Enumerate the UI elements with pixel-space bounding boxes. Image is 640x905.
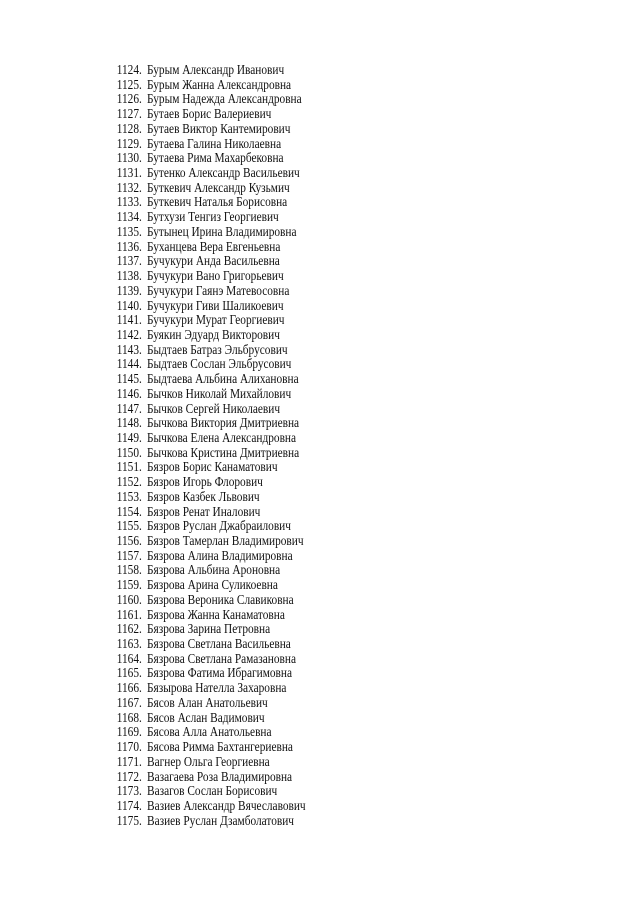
list-item (104, 814, 306, 829)
list-item (104, 151, 306, 166)
entry-number: 1174. (116, 797, 142, 813)
entry-number: 1170. (116, 739, 142, 755)
list-item (104, 637, 306, 652)
entry-number: 1146. (116, 385, 142, 401)
entry-number: 1141. (116, 312, 142, 328)
entry-number: 1169. (116, 724, 142, 740)
list-item (104, 210, 306, 225)
entry-name: Буякин Эдуард Викторович (147, 326, 280, 342)
entry-number: 1151. (116, 459, 142, 475)
entry-name: Быдтаев Сослан Эльбрусович (147, 356, 292, 372)
list-item (104, 681, 306, 696)
entry-number: 1138. (116, 268, 142, 284)
entry-name: Бясова Римма Бахтангериевна (147, 739, 293, 755)
list-item (104, 299, 306, 314)
entry-name: Бутаева Рима Махарбековна (147, 150, 284, 166)
entry-name: Вазиев Александр Вячеславович (147, 797, 306, 813)
entry-number: 1150. (116, 444, 142, 460)
entry-number: 1166. (116, 680, 142, 696)
entry-name: Буханцева Вера Евгеньевна (147, 238, 281, 254)
list-item (104, 711, 306, 726)
entry-number: 1128. (116, 120, 142, 136)
list-item (104, 63, 306, 78)
entry-number: 1136. (116, 238, 142, 254)
list-item (104, 622, 306, 637)
entry-name: Бычкова Кристина Дмитриевна (147, 444, 300, 460)
list-item (104, 254, 306, 269)
list-item (104, 563, 306, 578)
entry-number: 1149. (116, 429, 142, 445)
entry-number: 1134. (116, 209, 142, 225)
entry-number: 1164. (116, 650, 142, 666)
entry-number: 1130. (116, 150, 142, 166)
entry-name: Бясова Алла Анатольевна (147, 724, 272, 740)
entry-number: 1156. (116, 533, 142, 548)
list-item (104, 608, 306, 623)
entry-number: 1131. (116, 165, 142, 181)
entry-number: 1171. (116, 753, 142, 769)
list-item (104, 431, 306, 446)
entry-number: 1135. (116, 223, 142, 239)
list-item (104, 666, 306, 681)
entry-number: 1127. (116, 106, 142, 122)
entry-number: 1159. (116, 577, 142, 593)
entry-number: 1140. (116, 297, 142, 313)
entry-number: 1143. (116, 341, 142, 357)
entry-name: Бутаева Галина Николаевна (147, 135, 282, 151)
entry-number: 1175. (116, 812, 142, 828)
list-item (104, 284, 306, 299)
entry-name: Бязров Игорь Флорович (147, 474, 263, 490)
entry-name: Буткевич Наталья Борисовна (147, 194, 288, 210)
list-item (104, 240, 306, 255)
list-item (104, 195, 306, 210)
list-item (104, 549, 306, 564)
entry-number: 1145. (116, 371, 142, 387)
entry-name: Бязрова Светлана Васильевна (147, 636, 291, 652)
entry-number: 1162. (116, 621, 142, 637)
list-item (104, 460, 306, 475)
entry-name: Бучукури Гаянэ Матевосовна (147, 282, 290, 298)
entry-name: Бязрова Светлана Рамазановна (147, 650, 297, 666)
list-item (104, 387, 306, 402)
list-item (104, 652, 306, 667)
entry-name: Бязрова Вероника Славиковна (147, 591, 294, 607)
list-item (104, 92, 306, 107)
entry-name: Вазиев Руслан Дзамболатович (147, 812, 294, 828)
list-item (104, 416, 306, 431)
entry-number: 1168. (116, 709, 142, 725)
list-item (104, 475, 306, 490)
entry-number: 1126. (116, 91, 142, 107)
entry-number: 1154. (116, 503, 142, 519)
entry-name: Бурым Надежда Александровна (147, 91, 302, 107)
list-item (104, 107, 306, 122)
entry-number: 1172. (116, 768, 142, 784)
name-list (104, 63, 338, 828)
list-item (104, 755, 306, 770)
list-item (104, 446, 306, 461)
entry-number: 1125. (116, 76, 142, 92)
entry-name: Бутхузи Тенгиз Георгиевич (147, 209, 279, 225)
entry-name: Бязрова Альбина Ароновна (147, 562, 281, 578)
entry-number: 1163. (116, 636, 142, 652)
entry-number: 1129. (116, 135, 142, 151)
entry-name: Бязырова Нателла Захаровна (147, 680, 287, 696)
entry-name: Бычкова Виктория Дмитриевна (147, 415, 300, 431)
entry-name: Бутаев Борис Валериевич (147, 106, 272, 122)
list-item (104, 725, 306, 740)
list-item (104, 519, 306, 534)
entry-name: Бязрова Фатима Ибрагимовна (147, 665, 293, 681)
entry-name: Бязров Борис Канаматович (147, 459, 278, 475)
entry-name: Бязров Казбек Львович (147, 488, 260, 504)
list-item (104, 357, 306, 372)
list-item (104, 402, 306, 417)
entry-name: Бутенко Александр Васильевич (147, 165, 300, 181)
entry-name: Бурым Жанна Александровна (147, 76, 292, 92)
entry-name: Бясов Аслан Вадимович (147, 709, 265, 725)
list-item (104, 122, 306, 137)
list-item (104, 166, 306, 181)
list-item (104, 534, 306, 549)
list-item (104, 78, 306, 93)
entry-name: Быдтаев Батраз Эльбрусович (147, 341, 288, 357)
list-item (104, 490, 306, 505)
entry-number: 1148. (116, 415, 142, 431)
entry-name: Вагнер Ольга Георгиевна (147, 753, 270, 769)
entry-name: Бязрова Алина Владимировна (147, 547, 293, 563)
entry-number: 1158. (116, 562, 142, 578)
entry-name: Бучукури Вано Григорьевич (147, 268, 284, 284)
entry-name: Бычков Николай Михайлович (147, 385, 292, 401)
list-item (104, 181, 306, 196)
list-item (104, 269, 306, 284)
entry-number: 1139. (116, 282, 142, 298)
list-item (104, 578, 306, 593)
entry-name: Бычков Сергей Николаевич (147, 400, 281, 416)
entry-number: 1160. (116, 591, 142, 607)
entry-number: 1137. (116, 253, 142, 269)
entry-number: 1152. (116, 474, 142, 490)
list-item (104, 225, 306, 240)
list-item (104, 593, 306, 608)
list-item (104, 372, 306, 387)
entry-number: 1167. (116, 694, 142, 710)
entry-name: Бязрова Арина Суликоевна (147, 577, 278, 593)
entry-name: Бычкова Елена Александровна (147, 429, 297, 445)
entry-name: Быдтаева Альбина Алихановна (147, 371, 299, 387)
list-item (104, 505, 306, 520)
entry-number: 1144. (116, 356, 142, 372)
entry-name: Бязров Тамерлан Владимирович (147, 533, 304, 548)
entry-name: Бурым Александр Иванович (147, 62, 285, 77)
entry-number: 1147. (116, 400, 142, 416)
entry-name: Вазагаева Роза Владимировна (147, 768, 293, 784)
entry-name: Бучукури Анда Васильевна (147, 253, 280, 269)
entry-number: 1155. (116, 518, 142, 534)
list-item (104, 328, 306, 343)
entry-number: 1132. (116, 179, 142, 195)
entry-number: 1133. (116, 194, 142, 210)
list-item (104, 740, 306, 755)
list-item (104, 696, 306, 711)
entry-name: Бутаев Виктор Кантемирович (147, 120, 291, 136)
list-item (104, 770, 306, 785)
list-item (104, 343, 306, 358)
list-item (104, 137, 306, 152)
entry-number: 1165. (116, 665, 142, 681)
entry-number: 1173. (116, 783, 142, 799)
list-item (104, 784, 306, 799)
list-item (104, 313, 306, 328)
entry-number: 1157. (116, 547, 142, 563)
entry-name: Бязрова Жанна Канаматовна (147, 606, 285, 622)
entry-number: 1153. (116, 488, 142, 504)
entry-name: Бязров Ренат Иналович (147, 503, 261, 519)
entry-name: Бутынец Ирина Владимировна (147, 223, 297, 239)
entry-number: 1161. (116, 606, 142, 622)
entry-name: Бязров Руслан Джабраилович (147, 518, 291, 534)
entry-name: Бязрова Зарина Петровна (147, 621, 271, 637)
entry-name: Бясов Алан Анатольевич (147, 694, 268, 710)
entry-number: 1124. (116, 62, 142, 77)
entry-name: Бучукури Гиви Шаликоевич (147, 297, 284, 313)
entry-name: Буткевич Александр Кузьмич (147, 179, 290, 195)
list-item (104, 799, 306, 814)
entry-name: Бучукури Мурат Георгиевич (147, 312, 285, 328)
entry-name: Вазагов Сослан Борисович (147, 783, 278, 799)
entry-number: 1142. (116, 326, 142, 342)
